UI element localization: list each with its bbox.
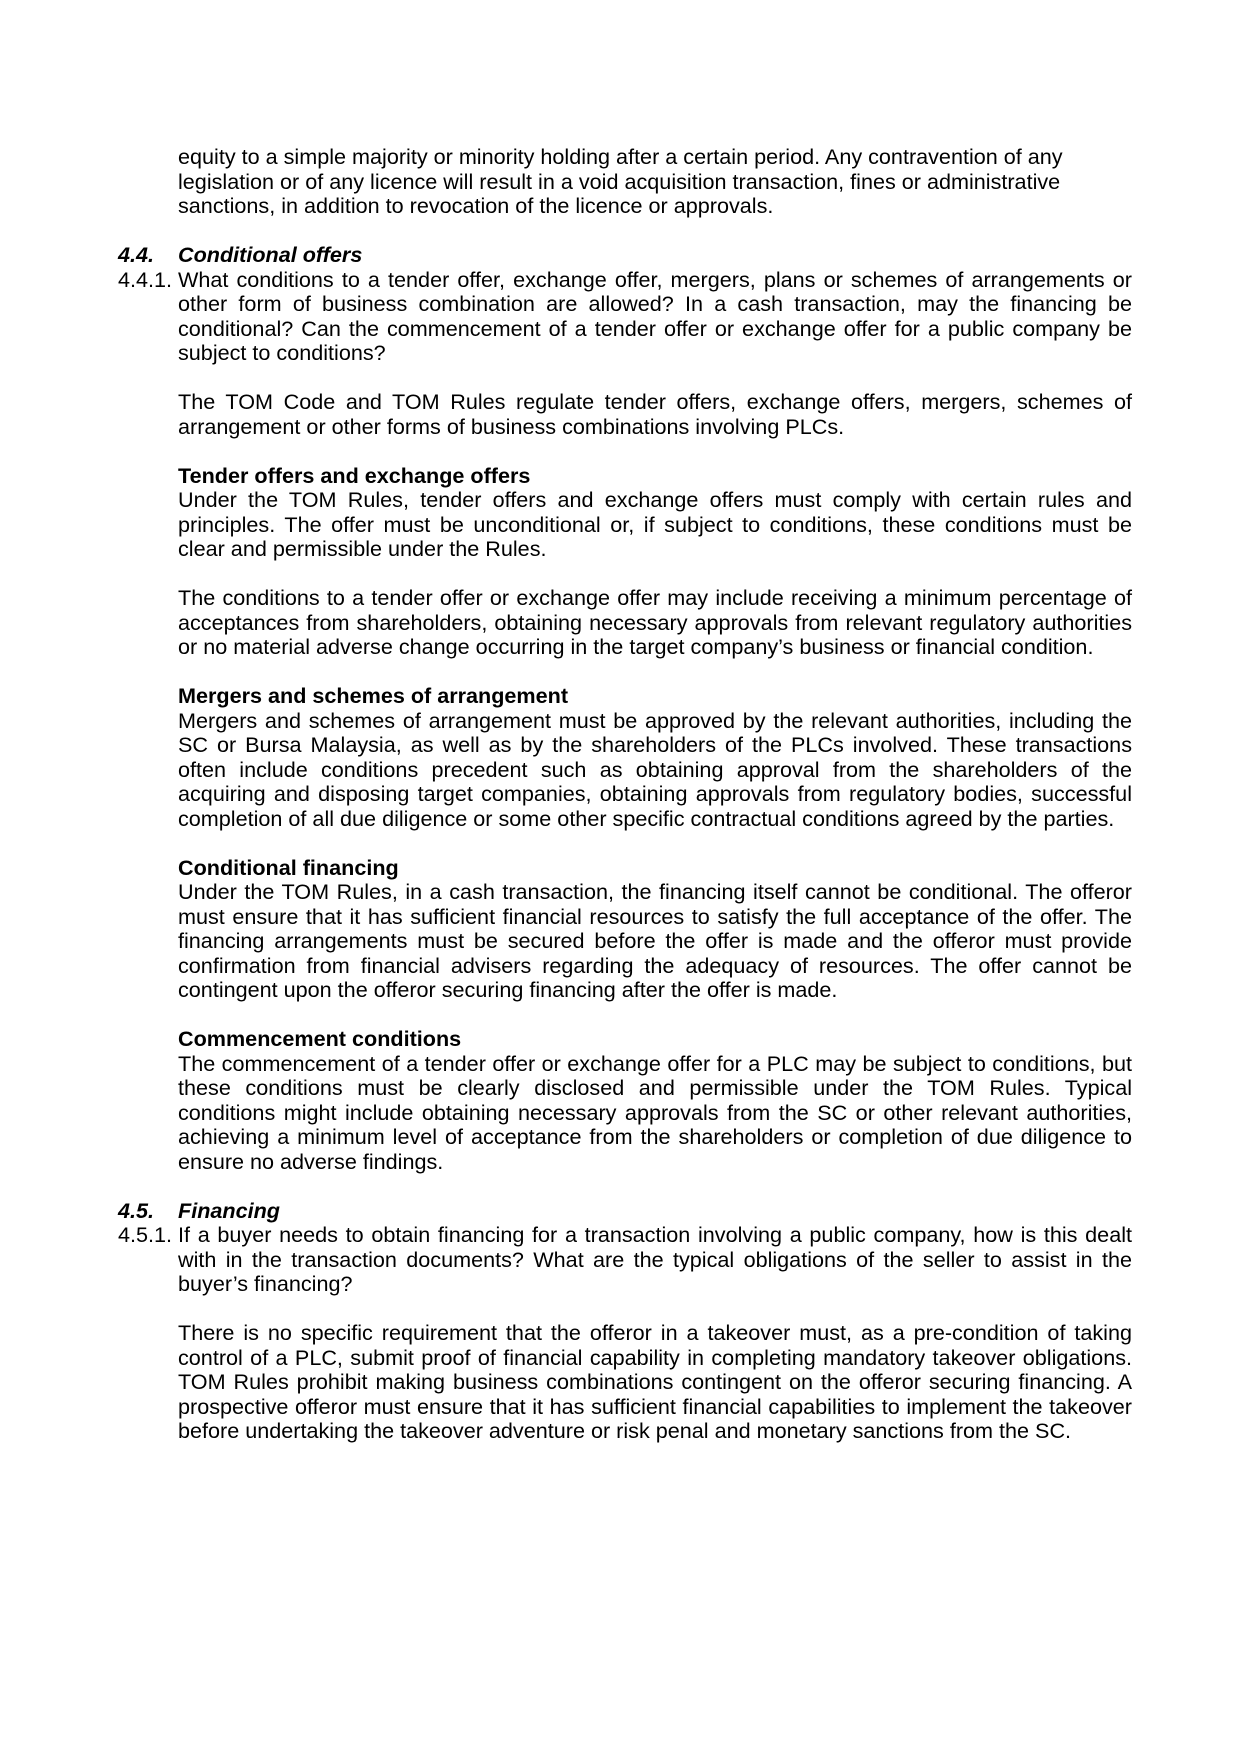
section-title: Conditional offers (178, 242, 363, 267)
paragraph: The commencement of a tender offer or exchange offer for a PLC may be subject to conditions, but these conditions must be clearly disclosed and permissible under the TOM Rules. Typical conditions might include obtaining necessary approvals from the SC or other relevant authorities, achieving a minimum level of acceptance from the shareholders or completion of due diligence to ensure no adverse findings. (178, 1050, 1132, 1174)
subsection-heading: Conditional financing (178, 854, 399, 880)
question-number: 4.4.1. (118, 266, 173, 292)
question-number: 4.5.1. (118, 1222, 173, 1247)
question-text: What conditions to a tender offer, exchange offer, mergers, plans or schemes of arrangements or other form of business combination are allowed? In a cash transaction, may the financing be conditional? Can the commencement of a tender offer or exchange offer for a public company be subject to conditions? (178, 266, 1132, 365)
section-number: 4.5. (118, 1197, 155, 1223)
spacer (118, 831, 1132, 856)
spacer (118, 366, 1132, 391)
subsection-heading: Tender offers and exchange offers (178, 462, 531, 488)
paragraph: Mergers and schemes of arrangement must be approved by the relevant authorities, including the SC or Bursa Malaysia, as well as by the shareholders of the PLCs involved. These transactions often include conditions precedent such as obtaining approval from the shareholders of the acquiring and disposing target companies, obtaining approvals from regulatory bodies, successful completion of all due diligence or some other specific contractual conditions agreed by the parties. (178, 707, 1132, 831)
section-title: Financing (178, 1197, 280, 1223)
paragraph: Under the TOM Rules, in a cash transaction, the financing itself cannot be conditional. The offeror must ensure that it has sufficient financial resources to satisfy the full acceptance of the offer. The financing arrangements must be secured before the offer is made and the offeror must provide confirmation from financial advisers regarding the adequacy of resources. The offer cannot be contingent upon the offeror securing financing after the offer is made. (178, 879, 1132, 1002)
paragraph: Under the TOM Rules, tender offers and exchange offers must comply with certain rules and principles. The offer must be unconditional or, if subject to conditions, these conditions must be clear and permissible under the Rules. (178, 487, 1132, 561)
spacer (118, 660, 1132, 685)
answer-intro: The TOM Code and TOM Rules regulate tender offers, exchange offers, mergers, schemes of arrangement or other forms of business combinations involving PLCs. (178, 389, 1132, 439)
section-heading-4-4 (118, 243, 1132, 268)
section-number: 4.4. (118, 242, 155, 267)
subsection-heading: Commencement conditions (178, 1026, 462, 1051)
spacer (118, 562, 1132, 587)
question-4-5-1 (118, 1223, 1132, 1297)
subsection-heading: Mergers and schemes of arrangement (178, 683, 569, 708)
intro-paragraph: equity to a simple majority or minority holding after a certain period. Any contravention of any legislation or of any licence will result in a void acquisition transaction, fines or administrative sanctions, in addition to revocation of the licence or approvals. (178, 144, 1063, 218)
paragraph: The conditions to a tender offer or exchange offer may include receiving a minimum percentage of acceptances from shareholders, obtaining necessary approvals from relevant regulatory authorities or no material adverse change occurring in the target company’s business or financial condition. (178, 585, 1132, 659)
document-page (118, 145, 1132, 1444)
section-heading-4-5 (118, 1199, 1132, 1224)
spacer (118, 1297, 1132, 1322)
spacer (118, 1003, 1132, 1028)
spacer (118, 219, 1132, 244)
spacer (118, 1174, 1132, 1199)
answer-paragraph: There is no specific requirement that the offeror in a takeover must, as a pre-condition of taking control of a PLC, submit proof of financial capability in completing mandatory takeover obligations. TOM Rules prohibit making business combinations contingent on the offeror securing financing. A prospective offeror must ensure that it has sufficient financial capabilities to implement the takeover before undertaking the takeover adventure or risk penal and monetary sanctions from the SC. (178, 1320, 1132, 1443)
question-text: If a buyer needs to obtain financing for a transaction involving a public company, how is this dealt with in the transaction documents? What are the typical obligations of the seller to assist in the buyer’s financing? (178, 1222, 1132, 1296)
question-4-4-1 (118, 268, 1132, 366)
spacer (118, 439, 1132, 464)
